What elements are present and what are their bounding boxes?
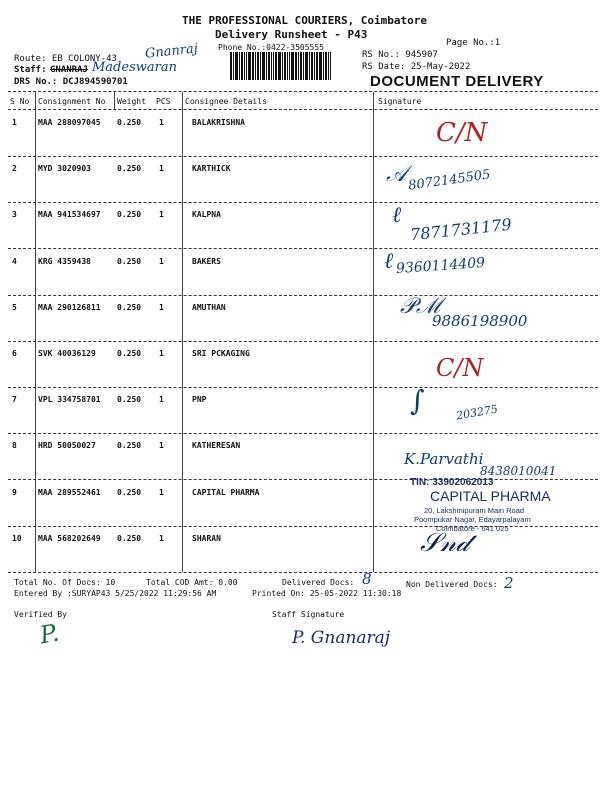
row-divider xyxy=(8,433,598,434)
non-delivered-docs-label: Non Delivered Docs: xyxy=(406,580,498,589)
signature-row-3: 7871731179 xyxy=(409,214,513,245)
row-consignment-no: MAA 288097045 xyxy=(38,118,101,127)
document-delivery-label: DOCUMENT DELIVERY xyxy=(370,73,544,90)
handwritten-staff-name: Gnanraj xyxy=(144,41,199,62)
row-consignee: CAPITAL PHARMA xyxy=(192,488,260,497)
row-pcs: 1 xyxy=(159,118,164,127)
stamp-company-name: CAPITAL PHARMA xyxy=(430,488,551,504)
row-weight: 0.250 xyxy=(117,395,142,404)
row-sno: 2 xyxy=(12,164,17,173)
company-title: THE PROFESSIONAL COURIERS, Coimbatore xyxy=(182,14,428,27)
signature-row-1: C/N xyxy=(436,118,488,148)
col-header-consignment: Consignment No xyxy=(38,97,106,106)
signature-row-9: 8438010041 xyxy=(480,464,557,478)
row-weight: 0.250 xyxy=(117,164,142,173)
footer-top-rule xyxy=(8,572,598,573)
row-consignee: SRI PCKAGING xyxy=(192,349,250,358)
row-sno: 3 xyxy=(12,210,17,219)
row-divider xyxy=(8,248,598,249)
col-header-sno: S No xyxy=(10,97,30,106)
column-divider xyxy=(35,92,36,572)
row-weight: 0.250 xyxy=(117,303,142,312)
row-consignee: BAKERS xyxy=(192,257,221,266)
signature-scribble-row-3: ℓ xyxy=(392,203,402,228)
staff-struck-name: GNANRAJ xyxy=(50,65,88,75)
row-weight: 0.250 xyxy=(117,488,142,497)
signature-scribble-row-7: ∫ xyxy=(410,384,425,417)
stamp-address-3: Coimbatore - 641 025 xyxy=(436,524,509,533)
row-pcs: 1 xyxy=(159,441,164,450)
row-consignment-no: MAA 290126811 xyxy=(38,303,101,312)
row-divider xyxy=(8,387,598,388)
signature-scribble-row-2: 𝒜 xyxy=(386,162,407,187)
rs-date: RS Date: 25-May-2022 xyxy=(362,62,471,72)
signature-scribble-row-10: 𝒮𝓃𝒹 xyxy=(420,528,470,558)
staff-label: Staff: xyxy=(14,65,47,75)
row-divider xyxy=(8,526,598,527)
row-divider xyxy=(8,341,598,342)
row-pcs: 1 xyxy=(159,395,164,404)
signature-row-6: C/N xyxy=(436,354,484,382)
col-header-signature: Signature xyxy=(378,97,422,106)
verified-by-label: Verified By xyxy=(14,610,67,619)
column-divider xyxy=(114,92,115,110)
row-weight: 0.250 xyxy=(117,118,142,127)
barcode xyxy=(230,52,354,80)
row-consignee: KATHERESAN xyxy=(192,441,241,450)
route: Route: EB COLONY-43 xyxy=(14,54,117,64)
row-pcs: 1 xyxy=(159,303,164,312)
row-consignee: AMUTHAN xyxy=(192,303,226,312)
row-sno: 1 xyxy=(12,118,17,127)
printed-on: Printed On: 25-05-2022 11:30:18 xyxy=(252,589,402,598)
row-consignment-no: MAA 941534697 xyxy=(38,210,101,219)
signature-row-4: 9360114409 xyxy=(395,254,486,278)
col-header-weight: Weight xyxy=(117,97,146,106)
row-consignee: PNP xyxy=(192,395,207,404)
column-divider xyxy=(373,92,374,572)
row-consignment-no: MAA 568202649 xyxy=(38,534,101,543)
signature-row-7: 203275 xyxy=(455,402,499,423)
rs-number: RS No.: 945907 xyxy=(362,50,438,60)
row-weight: 0.250 xyxy=(117,349,142,358)
drs-number: DRS No.: DCJ894590701 xyxy=(14,77,128,87)
row-consignee: BALAKRISHNA xyxy=(192,118,245,127)
row-sno: 5 xyxy=(12,303,17,312)
row-pcs: 1 xyxy=(159,257,164,266)
entered-by: Entered By :SURYAP43 5/25/2022 11:29:56 AM xyxy=(14,589,217,598)
non-delivered-docs-count: 2 xyxy=(504,574,514,592)
verified-by-signature: P. xyxy=(37,618,62,650)
col-header-pcs: PCS xyxy=(156,97,171,106)
signature-scribble-row-5: 𝒫ℳ xyxy=(400,294,441,319)
row-sno: 8 xyxy=(12,441,17,450)
signature-row-5: 9886198900 xyxy=(432,312,528,330)
row-divider xyxy=(8,202,598,203)
page-number: Page No.:1 xyxy=(446,38,501,48)
staff-handwritten-name: Madeswaran xyxy=(92,60,177,75)
row-consignment-no: MAA 289552461 xyxy=(38,488,101,497)
stamp-address-2: Poompukar Nagar, Edayarpalayam xyxy=(414,515,531,524)
row-divider xyxy=(8,479,598,480)
runsheet-title: Delivery Runsheet - P43 xyxy=(215,28,368,41)
row-divider xyxy=(8,295,598,296)
row-consignment-no: SVK 40036129 xyxy=(38,349,96,358)
row-consignee: KALPNA xyxy=(192,210,221,219)
phone-number: Phone No.:0422-3505555 xyxy=(218,43,324,52)
row-pcs: 1 xyxy=(159,534,164,543)
row-consignment-no: HRD 50050027 xyxy=(38,441,96,450)
row-weight: 0.250 xyxy=(117,210,142,219)
row-weight: 0.250 xyxy=(117,534,142,543)
delivered-docs-count: 8 xyxy=(362,570,372,588)
signature-row-8: K.Parvathi xyxy=(404,450,484,468)
stamp-address-1: 20, Lakshmipuram Main Road xyxy=(424,506,525,515)
row-sno: 10 xyxy=(12,534,22,543)
header-bottom-rule xyxy=(8,109,598,110)
total-docs: Total No. Of Docs: 10 xyxy=(14,578,116,587)
col-header-consignee: Consignee Details xyxy=(185,97,267,106)
row-divider xyxy=(8,156,598,157)
total-cod: Total COD Amt: 0.00 xyxy=(146,578,238,587)
row-pcs: 1 xyxy=(159,164,164,173)
row-sno: 7 xyxy=(12,395,17,404)
row-sno: 4 xyxy=(12,257,17,266)
signature-row-2: 8072145505 xyxy=(407,167,492,194)
row-sno: 9 xyxy=(12,488,17,497)
row-consignee: KARTHICK xyxy=(192,164,231,173)
staff-signature-label: Staff Signature xyxy=(272,610,345,619)
row-pcs: 1 xyxy=(159,210,164,219)
row-consignment-no: VPL 334758701 xyxy=(38,395,101,404)
row-weight: 0.250 xyxy=(117,257,142,266)
column-divider xyxy=(182,92,183,572)
row-consignee: SHARAN xyxy=(192,534,221,543)
row-weight: 0.250 xyxy=(117,441,142,450)
row-consignment-no: KRG 4359438 xyxy=(38,257,91,266)
signature-scribble-row-4: ℓ xyxy=(384,249,394,274)
delivered-docs-label: Delivered Docs: xyxy=(282,578,355,587)
header-top-rule xyxy=(8,91,598,92)
staff-signature: P. Gnanaraj xyxy=(292,628,391,648)
row-pcs: 1 xyxy=(159,349,164,358)
stamp-tin: TIN: 33902062013 xyxy=(410,477,494,488)
row-consignment-no: MYD 3020903 xyxy=(38,164,91,173)
row-pcs: 1 xyxy=(159,488,164,497)
row-sno: 6 xyxy=(12,349,17,358)
